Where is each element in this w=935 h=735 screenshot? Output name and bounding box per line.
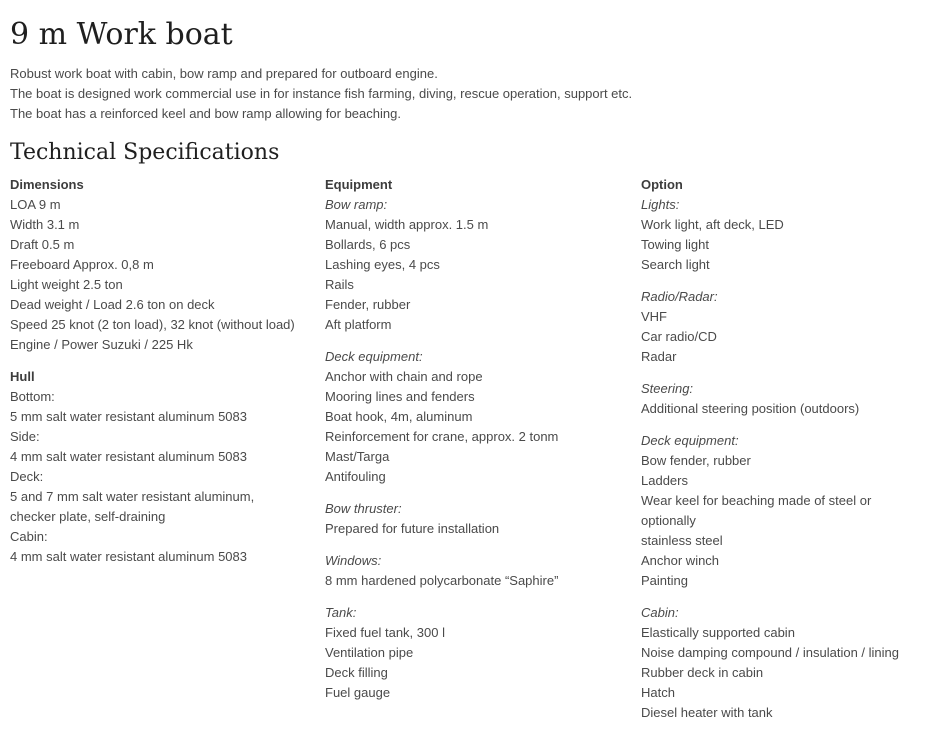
- specs-heading: Technical Specifications: [10, 140, 280, 165]
- spec-line: Aft platform: [325, 317, 392, 332]
- spec-group-heading: Equipment: [325, 177, 393, 192]
- page: [0, 17, 935, 735]
- spec-line: Mooring lines and fenders: [325, 389, 475, 404]
- spec-line: Speed 25 knot (2 ton load), 32 knot (without load): [10, 317, 295, 332]
- spec-line: Draft 0.5 m: [10, 237, 75, 252]
- spec-section: [10, 175, 325, 355]
- spec-section: [10, 367, 325, 567]
- spec-group-heading: Option: [641, 177, 683, 192]
- intro-paragraph: [10, 64, 925, 124]
- spec-line: checker plate, self-draining: [10, 509, 166, 524]
- spec-subheading: Deck equipment:: [325, 349, 423, 364]
- spec-line: Diesel heater with tank: [641, 705, 773, 720]
- spec-columns: [10, 175, 925, 735]
- spec-subheading: Bow ramp:: [325, 197, 388, 212]
- spec-section: [325, 175, 641, 335]
- spec-subheading: Bow thruster:: [325, 501, 402, 516]
- spec-line: 4 mm salt water resistant aluminum 5083: [10, 449, 247, 464]
- spec-section: [641, 603, 925, 723]
- spec-line: 5 and 7 mm salt water resistant aluminum,: [10, 489, 255, 504]
- spec-line: Search light: [641, 257, 710, 272]
- spec-line: Engine / Power Suzuki / 225 Hk: [10, 337, 193, 352]
- spec-section: [641, 175, 925, 275]
- spec-line: Rails: [325, 277, 354, 292]
- intro-line: The boat has a reinforced keel and bow ramp allowing for beaching.: [10, 106, 401, 121]
- spec-column-equipment: [325, 175, 641, 715]
- spec-line: Hatch: [641, 685, 675, 700]
- spec-line: Painting: [641, 573, 688, 588]
- spec-line: Freeboard Approx. 0,8 m: [10, 257, 154, 272]
- spec-line: Ladders: [641, 473, 688, 488]
- spec-line: Prepared for future installation: [325, 521, 500, 536]
- spec-group-heading: Hull: [10, 369, 35, 384]
- spec-line: Noise damping compound / insulation / lining: [641, 645, 899, 660]
- spec-line: Antifouling: [325, 469, 386, 484]
- spec-subheading: Windows:: [325, 553, 382, 568]
- spec-line: 5 mm salt water resistant aluminum 5083: [10, 409, 247, 424]
- spec-subheading: Radio/Radar:: [641, 289, 718, 304]
- spec-line: Fender, rubber: [325, 297, 411, 312]
- spec-line: Boat hook, 4m, aluminum: [325, 409, 473, 424]
- spec-line: LOA 9 m: [10, 197, 61, 212]
- spec-subheading: Cabin:: [641, 605, 679, 620]
- spec-line: 8 mm hardened polycarbonate “Saphire”: [325, 573, 559, 588]
- spec-line: Cabin:: [10, 529, 48, 544]
- spec-line: VHF: [641, 309, 667, 324]
- spec-line: Additional steering position (outdoors): [641, 401, 860, 416]
- spec-line: Manual, width approx. 1.5 m: [325, 217, 489, 232]
- spec-group-heading: Dimensions: [10, 177, 84, 192]
- spec-line: Elastically supported cabin: [641, 625, 795, 640]
- spec-line: Deck filling: [325, 665, 388, 680]
- spec-section: [641, 379, 925, 419]
- intro-line: The boat is designed work commercial use in for instance fish farming, diving, rescue operation, support etc.: [10, 86, 633, 101]
- spec-line: Bow fender, rubber: [641, 453, 751, 468]
- spec-column-dimensions-hull: [10, 175, 325, 579]
- spec-line: Anchor winch: [641, 553, 720, 568]
- spec-line: Anchor with chain and rope: [325, 369, 483, 384]
- spec-line: Width 3.1 m: [10, 217, 80, 232]
- spec-line: Reinforcement for crane, approx. 2 tonm: [325, 429, 559, 444]
- spec-line: Rubber deck in cabin: [641, 665, 764, 680]
- spec-section: [325, 499, 641, 539]
- spec-line: Wear keel for beaching made of steel or optionally: [641, 493, 872, 528]
- spec-line: Dead weight / Load 2.6 ton on deck: [10, 297, 215, 312]
- spec-line: Radar: [641, 349, 677, 364]
- spec-line: Ventilation pipe: [325, 645, 414, 660]
- spec-subheading: Tank:: [325, 605, 357, 620]
- intro-line: Robust work boat with cabin, bow ramp and prepared for outboard engine.: [10, 66, 438, 81]
- spec-line: 4 mm salt water resistant aluminum 5083: [10, 549, 247, 564]
- spec-line: Deck:: [10, 469, 44, 484]
- spec-section: [325, 603, 641, 703]
- spec-column-option: [641, 175, 925, 735]
- spec-line: Fixed fuel tank, 300 l: [325, 625, 445, 640]
- spec-section: [325, 551, 641, 591]
- spec-line: Bollards, 6 pcs: [325, 237, 411, 252]
- spec-line: Car radio/CD: [641, 329, 717, 344]
- spec-line: Towing light: [641, 237, 709, 252]
- spec-line: Mast/Targa: [325, 449, 390, 464]
- spec-line: Lashing eyes, 4 pcs: [325, 257, 440, 272]
- page-title: 9 m Work boat: [10, 17, 233, 52]
- spec-line: Fuel gauge: [325, 685, 391, 700]
- spec-subheading: Steering:: [641, 381, 694, 396]
- spec-line: Work light, aft deck, LED: [641, 217, 784, 232]
- spec-subheading: Lights:: [641, 197, 680, 212]
- spec-line: Bottom:: [10, 389, 55, 404]
- spec-line: Side:: [10, 429, 40, 444]
- spec-subheading: Deck equipment:: [641, 433, 739, 448]
- spec-line: stainless steel: [641, 533, 723, 548]
- spec-line: Light weight 2.5 ton: [10, 277, 123, 292]
- spec-section: [641, 287, 925, 367]
- spec-section: [641, 431, 925, 591]
- spec-section: [325, 347, 641, 487]
